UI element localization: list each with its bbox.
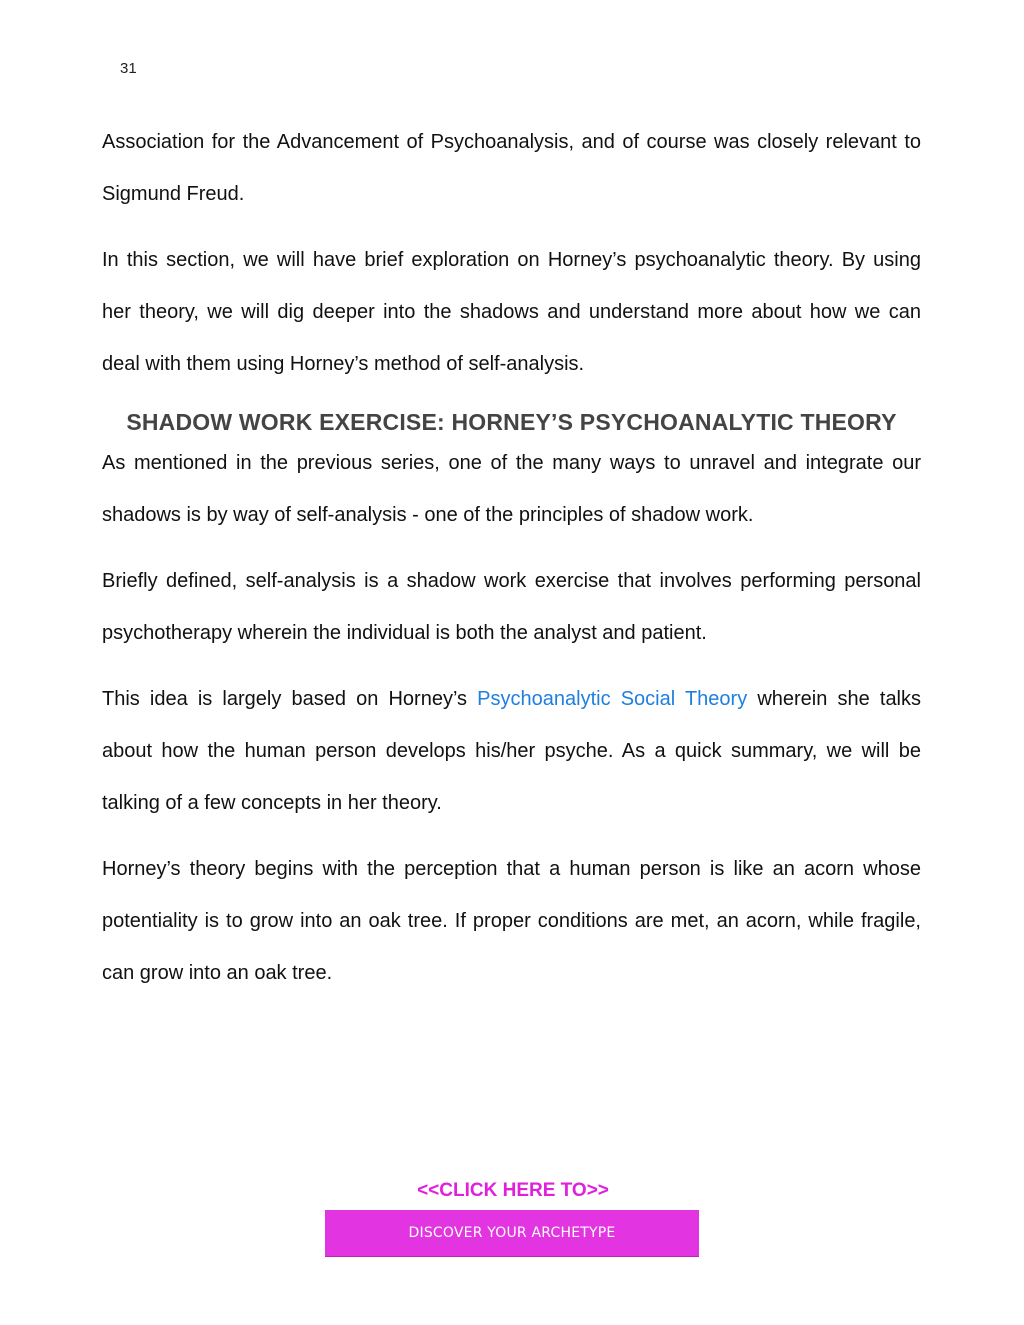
paragraph-self-analysis-definition: Briefly defined, self-analysis is a shadow work exercise that involves performing personal psychotherapy wherein the individual is both the analyst and patient. <box>102 570 921 644</box>
cta-click-here-text[interactable] <box>0 1180 1024 1202</box>
section-heading: SHADOW WORK EXERCISE: HORNEY’S PSYCHOANALYTIC THEORY <box>126 409 897 435</box>
paragraph-association: Association for the Advancement of Psychoanalysis, and of course was closely relevant to Sigmund Freud. <box>102 131 921 205</box>
paragraph-self-analysis-intro: As mentioned in the previous series, one of the many ways to unravel and integrate our shadows is by way of self-analysis - one of the principles of shadow work. <box>102 452 921 526</box>
page-content <box>102 116 921 999</box>
psychoanalytic-social-theory-link[interactable]: Psychoanalytic Social Theory <box>477 688 748 710</box>
paragraph-social-theory <box>102 673 921 829</box>
page-number: 31 <box>120 60 137 77</box>
discover-archetype-button[interactable]: DISCOVER YOUR ARCHETYPE <box>325 1210 699 1256</box>
cta-click-here-label: <<CLICK HERE TO>> <box>417 1180 609 1201</box>
paragraph-text-before-link: This idea is largely based on Horney’s <box>102 688 478 710</box>
paragraph-text-after-link: wherein she talks about how the human person develops his/her psyche. As a quick summary, we will be talking of a few concepts in her theory. <box>102 688 922 814</box>
paragraph-acorn: Horney’s theory begins with the perception that a human person is like an acorn whose potentiality is to grow into an oak tree. If proper conditions are met, an acorn, while fragile, can grow into an oak tree. <box>102 858 921 984</box>
paragraph-section-intro: In this section, we will have brief exploration on Horney’s psychoanalytic theory. By using her theory, we will dig deeper into the shadows and understand more about how we can deal with them using Horney’s method of self-analysis. <box>102 249 921 375</box>
